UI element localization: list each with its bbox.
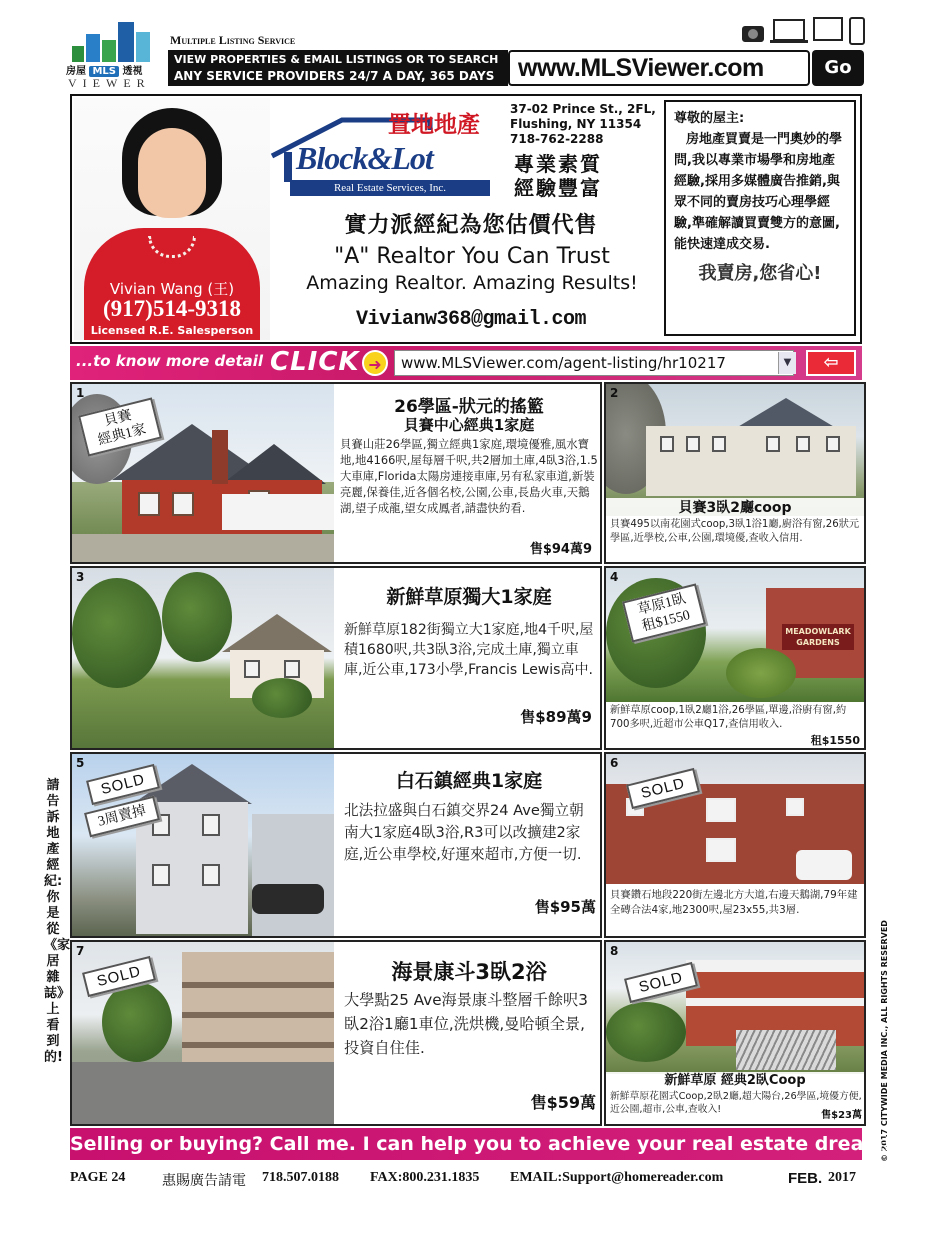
agent-name: Vivian Wang (王) xyxy=(109,280,235,298)
listing-price: 售$94萬9 xyxy=(529,542,592,557)
brokerage-logo xyxy=(270,104,500,200)
click-label: ...to know more detail xyxy=(76,352,264,370)
listing-subtitle: 貝賽中心經典1家庭 xyxy=(403,416,535,434)
listing-number: 7 xyxy=(76,944,85,958)
back-arrow-icon[interactable]: ⇦ xyxy=(806,350,856,376)
buildings-icon xyxy=(70,20,156,62)
devices-icon xyxy=(740,16,870,50)
listing-number: 4 xyxy=(610,570,619,584)
issue-month: FEB. xyxy=(788,1170,823,1187)
side-note-vertical: 請告訴地產經紀:你是從《家居雜誌》上看到的! xyxy=(44,778,71,1065)
listing-photo xyxy=(606,384,864,516)
listing-caption: 新鮮草原 經典2臥Coop xyxy=(606,1072,864,1090)
listing-title: 26學區-狀元的搖籃 xyxy=(394,397,544,417)
listing-8[interactable] xyxy=(604,940,866,1126)
page-footer xyxy=(70,1166,866,1190)
listing-photo xyxy=(72,568,334,748)
listing-description: 大學點25 Ave海景康斗整層千餘呎3臥2浴1廳1車位,洗烘機,曼哈頓全景,投資自住佳. xyxy=(344,991,588,1057)
click-button[interactable]: CLICK xyxy=(270,347,360,377)
agent-tagline-results: Amazing Realtor. Amazing Results! xyxy=(306,272,638,294)
go-button[interactable]: Go xyxy=(812,50,864,86)
listing-title: 白石鎮經典1家庭 xyxy=(395,770,543,792)
agent-license: Licensed R.E. Salesperson xyxy=(90,324,254,337)
listing-tag: 貝賽 經典1家 xyxy=(78,397,162,456)
agent-photo xyxy=(74,98,270,340)
listing-title: 海景康斗3臥2浴 xyxy=(391,960,547,984)
listing-price: 租$1550 xyxy=(810,734,860,747)
listing-description: 貝賽鑽石地段220街左邊北方大道,右邊天鵝湖,79年建全磚合法4家,地2300呎,屋23x55,共3層. xyxy=(610,889,858,916)
listing-price: 售$95萬 xyxy=(534,898,596,916)
listing-price: 售$89萬9 xyxy=(520,708,592,726)
mls-service-label: Multiple Listing Service xyxy=(170,33,296,47)
logo-text: 房屋 MLS 透視 xyxy=(66,66,143,77)
owner-note-greeting: 尊敬的屋主: xyxy=(674,111,745,126)
listing-2[interactable] xyxy=(604,382,866,564)
listing-caption: 貝賽3臥2廳coop xyxy=(606,498,864,518)
logo-viewer-text: VIEWER xyxy=(68,76,151,90)
mls-viewer-logo[interactable] xyxy=(66,14,162,90)
page-number: PAGE 24 xyxy=(70,1170,126,1185)
listing-photo xyxy=(606,942,864,1074)
agent-tagline-trust: "A" Realtor You Can Trust xyxy=(334,244,610,269)
click-bar xyxy=(70,346,862,380)
listing-description: 新鮮草原coop,1臥2廳1浴,26學區,單邊,浴廚有窗,約700多呎,近超市公車Q17,查信用收入. xyxy=(610,705,847,730)
listing-number: 8 xyxy=(610,944,619,958)
listing-5[interactable] xyxy=(70,752,602,938)
agent-phone[interactable]: (917)514-9318 xyxy=(103,296,241,321)
listing-number: 2 xyxy=(610,386,619,400)
listing-number: 1 xyxy=(76,386,85,400)
sold-tag: SOLD xyxy=(624,962,698,1003)
listing-description: 新鮮草原花園式Coop,2臥2廳,超大陽台,26學區,境優方便,近公園,超市,公車,查收入! xyxy=(610,1091,862,1115)
building-sign: MEADOWLARK GARDENS xyxy=(782,624,854,650)
owner-note xyxy=(664,100,856,336)
listing-description: 北法拉盛與白石鎮交界24 Ave獨立朝南大1家庭4臥3浴,R3可以改擴建2家庭,近公車學校,好運來超市,方便一切. xyxy=(344,802,584,863)
listing-tag: 3周賣掉 xyxy=(84,796,160,838)
listing-number: 3 xyxy=(76,570,85,584)
brokerage-name-en: Block&Lot xyxy=(296,140,433,176)
listing-photo xyxy=(606,754,864,884)
chevron-down-icon[interactable]: ▼ xyxy=(778,352,796,374)
agent-email[interactable]: Vivianw368@gmail.com xyxy=(355,308,587,331)
listing-6[interactable] xyxy=(604,752,866,938)
sold-tag: SOLD xyxy=(626,768,700,809)
brokerage-name-cn: 置地地產 xyxy=(388,112,480,138)
listing-description: 貝賽山莊26學區,獨立經典1家庭,環境優雅,風水寶地,地4166呎,屋每層千呎,共2層加土庫,4臥3浴,1.5大車庫,Florida太陽房連接車庫,另有私家車道,新裝亮麗,保養佳,近各個名校,公園,公車,長島火車,天鵝湖,望子成龍,望女成鳳者,請盡快約看. xyxy=(340,437,598,515)
listing-4[interactable] xyxy=(604,566,866,750)
brokerage-subtitle: Real Estate Services, Inc. xyxy=(290,180,490,196)
sold-tag: SOLD xyxy=(86,764,160,805)
agent-headline: 實力派經紀為您估價代售 xyxy=(344,213,598,238)
listing-url-field[interactable]: www.MLSViewer.com/agent-listing/hr10217 xyxy=(394,350,794,376)
listing-number: 6 xyxy=(610,756,619,770)
listing-7[interactable] xyxy=(70,940,602,1126)
listing-price: 售$23萬 xyxy=(821,1110,862,1121)
listing-3[interactable] xyxy=(70,566,602,750)
bottom-banner: Selling or buying? Call me. I can help you to achieve your real estate dream! xyxy=(70,1128,862,1160)
listing-title: 新鮮草原獨大1家庭 xyxy=(386,586,552,608)
listing-number: 5 xyxy=(76,756,85,770)
listing-description: 新鮮草原182街獨立大1家庭,地4千呎,屋積1680呎,共3臥3浴,完成土庫,獨立車庫,近公車,173小學,Francis Lewis高中. xyxy=(344,622,594,678)
support-email[interactable]: EMAIL:Support@homereader.com xyxy=(510,1170,724,1185)
owner-note-body: 房地產買賣是一門奧妙的學問,我以專業市場學和房地產經驗,採用多媒體廣告推銷,與眾不同的賣房技巧心理學經驗,準確解讀買賣雙方的意圖,能快速達成交易. xyxy=(674,132,843,252)
listing-description: 貝賽495以南花園式coop,3臥1浴1廳,廚浴有窗,26狀元學區,近學校,公車,公園,環境優,查收入信用. xyxy=(610,519,860,544)
copyright-vertical: © 2017 CITYWIDE MEDIA INC., ALL RIGHTS RESERVED xyxy=(880,920,889,1162)
ad-contact-label: 惠賜廣告請電 xyxy=(162,1173,246,1189)
arrow-right-icon[interactable]: ➜ xyxy=(362,350,388,376)
mls-tagline: VIEW PROPERTIES & EMAIL LISTINGS OR TO SEARCH ANY SERVICE PROVIDERS 24/7 A DAY, 365 DAYS xyxy=(168,50,508,86)
listing-price: 售$59萬 xyxy=(530,1093,596,1112)
agent-box xyxy=(70,94,862,344)
agent-slogan: 專業素質 經驗豐富 xyxy=(514,152,602,200)
issue-year: 2017 xyxy=(828,1170,856,1185)
listing-1[interactable] xyxy=(70,382,602,564)
sold-tag: SOLD xyxy=(82,956,156,997)
ad-contact-phone[interactable]: 718.507.0188 xyxy=(262,1170,339,1185)
top-banner xyxy=(0,0,926,92)
fax-number: FAX:800.231.1835 xyxy=(370,1170,480,1185)
office-address: 37-02 Prince St., 2FL, Flushing, NY 11354 718-762-2288 xyxy=(510,102,656,146)
mls-url-link[interactable]: www.MLSViewer.com xyxy=(508,50,810,86)
listing-tag: 草原1臥 租$1550 xyxy=(622,583,706,642)
owner-note-sign: 我賣房,您省心! xyxy=(698,263,822,284)
